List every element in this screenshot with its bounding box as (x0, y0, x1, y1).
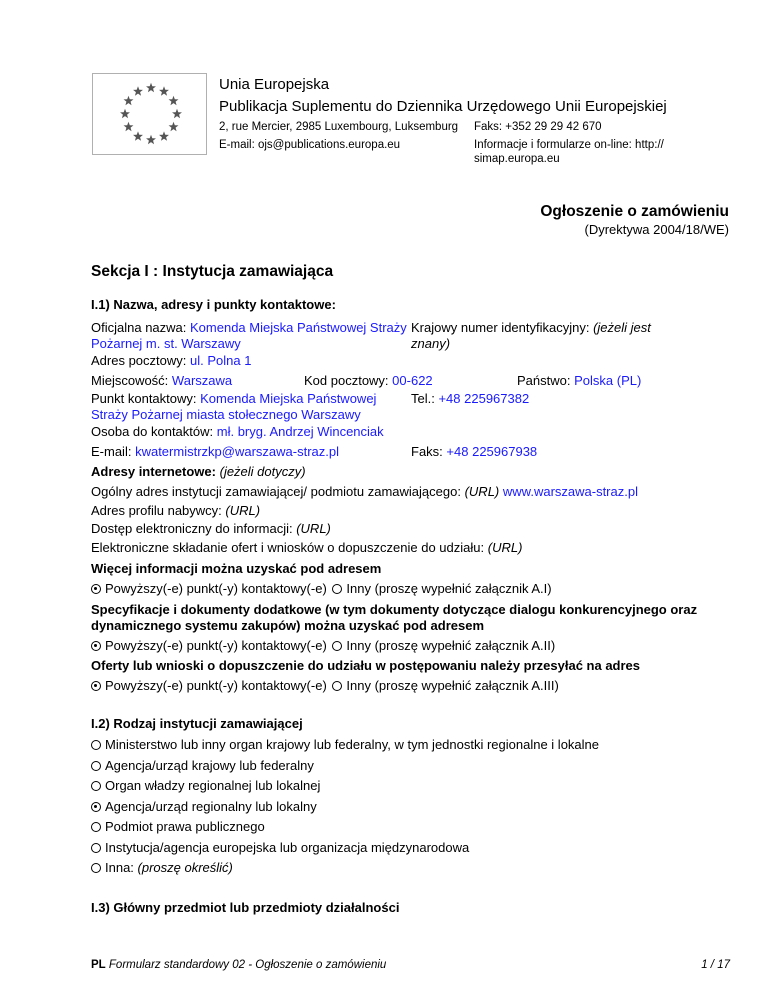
more-info-opt1: Powyższy(-e) punkt(-y) kontaktowy(-e) (105, 581, 327, 596)
national-id-label: Krajowy numer identyfikacyjny: (411, 320, 590, 335)
buyer-profile-url: (URL) (225, 503, 261, 518)
esubmission-url: (URL) (487, 540, 523, 555)
official-name-value: Komenda Miejska Państwowej Straży (190, 320, 407, 335)
offers-opt1: Powyższy(-e) punkt(-y) kontaktowy(-e) (105, 678, 327, 693)
i2-option-label: Ministerstwo lub inny organ krajowy lub federalny, w tym jednostki regionalne i lokalne (105, 737, 599, 752)
tel-value: +48 225967382 (438, 391, 530, 406)
person-value: mł. bryg. Andrzej Wincenciak (216, 424, 384, 439)
header-email: E-mail: ojs@publications.europa.eu (219, 139, 401, 151)
star-icon (124, 96, 134, 105)
star-icon (169, 122, 179, 131)
header-address: 2, rue Mercier, 2985 Luxembourg, Luksemburg (219, 121, 459, 133)
internet-note: (jeżeli dotyczy) (219, 464, 306, 479)
fax-label: Faks: (411, 444, 443, 459)
postcode-label: Kod pocztowy: (304, 373, 389, 388)
footer-lang: PL (91, 959, 106, 971)
specs-heading-line1: Specyfikacje i dokumenty dodatkowe (w tym dokumenty dotyczące dialogu konkurencyjnego oraz (91, 602, 698, 617)
specs-opt2: Inny (proszę wypełnić załącznik A.II) (346, 638, 556, 653)
page-title: Ogłoszenie o zamówieniu (540, 203, 729, 220)
radio-icon[interactable] (91, 761, 101, 771)
header-info-line2: simap.europa.eu (474, 153, 560, 165)
offers-opt2: Inny (proszę wypełnić załącznik A.III) (346, 678, 559, 693)
i2-option[interactable] (91, 737, 599, 752)
internet-heading: Adresy internetowe: (91, 464, 216, 479)
city-value: Warszawa (171, 373, 233, 388)
i1-heading: I.1) Nazwa, adresy i punkty kontaktowe: (91, 297, 336, 312)
star-icon (120, 109, 130, 118)
more-info-opt2: Inny (proszę wypełnić załącznik A.I) (346, 581, 552, 596)
i2-option[interactable] (91, 860, 233, 875)
i2-option-label: Agencja/urząd regionalny lub lokalny (105, 798, 317, 814)
i2-heading: I.2) Rodzaj instytucji zamawiającej (91, 716, 303, 731)
fax-row (411, 444, 537, 459)
star-icon (159, 86, 169, 95)
contact-point-value: Komenda Miejska Państwowej (200, 391, 377, 406)
postal-value: ul. Polna 1 (190, 353, 252, 368)
postcode-value: 00-622 (392, 373, 433, 388)
offers-heading: Oferty lub wnioski o dopuszczenie do udziału w postępowaniu należy przesyłać na adres (91, 658, 641, 673)
postal-row (91, 353, 251, 368)
national-id-note: (jeżeli jest (593, 320, 651, 335)
tel-label: Tel.: (411, 391, 435, 406)
header-fax: Faks: +352 29 29 42 670 (474, 121, 602, 133)
eaccess-url: (URL) (296, 521, 331, 536)
eaccess-label: Dostęp elektroniczny do informacji: (91, 521, 293, 536)
i2-option-label: Agencja/urząd krajowy lub federalny (105, 757, 314, 773)
i3-heading: I.3) Główny przedmiot lub przedmioty działalności (91, 900, 400, 915)
eu-stars-icon (93, 74, 206, 154)
footer-form-title: Formularz standardowy 02 - Ogłoszenie o zamówieniu (108, 959, 387, 971)
radio-icon[interactable] (332, 641, 342, 651)
i2-option[interactable] (91, 819, 265, 834)
i2-option-label: Organ władzy regionalnej lub lokalnej (105, 778, 321, 793)
official-name-label: Oficjalna nazwa: (91, 320, 187, 335)
section-heading: Sekcja I : Instytucja zamawiająca (91, 263, 334, 280)
radio-icon[interactable] (91, 822, 101, 832)
radio-selected-icon[interactable] (91, 584, 101, 594)
eu-flag-logo (92, 73, 207, 155)
star-icon (146, 83, 156, 92)
country-row (517, 373, 641, 388)
contact-point-label: Punkt kontaktowy: (91, 391, 197, 406)
general-addr-row (91, 484, 638, 499)
radio-selected-icon[interactable] (91, 641, 101, 651)
star-icon (133, 86, 143, 95)
radio-icon[interactable] (332, 681, 342, 691)
star-icon (146, 135, 156, 144)
esubmission-label: Elektroniczne składanie ofert i wniosków o dopuszczenie do udziału: (91, 540, 485, 555)
buyer-profile-label: Adres profilu nabywcy: (91, 503, 222, 518)
radio-icon[interactable] (91, 781, 101, 791)
city-row (91, 373, 232, 388)
specs-options (91, 638, 555, 653)
general-addr-link[interactable]: www.warszawa-straz.pl (502, 484, 638, 499)
star-icon (169, 96, 179, 105)
national-id-row (411, 320, 651, 335)
country-label: Państwo: (517, 373, 571, 388)
more-info-options (91, 581, 552, 596)
internet-heading-row (91, 464, 306, 479)
i2-other-note: (proszę określić) (133, 860, 233, 875)
national-id-note-cont: znany) (411, 336, 451, 351)
radio-icon[interactable] (91, 843, 101, 853)
postcode-row (304, 373, 433, 388)
city-label: Miejscowość: (91, 373, 169, 388)
general-addr-url-label: (URL) (464, 484, 500, 499)
person-label: Osoba do kontaktów: (91, 424, 214, 439)
i2-option[interactable] (91, 840, 469, 855)
official-name-row (91, 320, 407, 335)
radio-icon[interactable] (91, 740, 101, 750)
buyer-profile-row (91, 503, 260, 518)
i2-option-label: Inna: (105, 860, 134, 875)
esubmission-row (91, 540, 522, 555)
general-addr-label: Ogólny adres instytucji zamawiającej/ podmiotu zamawiającego: (91, 484, 461, 499)
more-info-heading: Więcej informacji można uzyskać pod adresem (91, 561, 382, 576)
i2-option-label: Podmiot prawa publicznego (105, 819, 265, 834)
email-row (91, 444, 339, 459)
postal-label: Adres pocztowy: (91, 353, 187, 368)
star-icon (172, 109, 182, 118)
contact-point-row (91, 391, 376, 406)
official-name-value-cont: Pożarnej m. st. Warszawy (91, 336, 241, 351)
tel-row (411, 391, 529, 406)
radio-selected-icon[interactable] (91, 681, 101, 691)
star-icon (133, 131, 143, 140)
i2-option[interactable] (91, 778, 320, 793)
person-row (91, 424, 384, 439)
email-label: E-mail: (91, 444, 132, 459)
footer-form (91, 959, 386, 971)
star-icon (124, 122, 134, 131)
star-icon (159, 131, 169, 140)
country-value: Polska (PL) (574, 373, 642, 388)
email-value[interactable]: kwatermistrzkp@warszawa-straz.pl (135, 444, 339, 459)
specs-heading-line2: dynamicznego systemu zakupów) można uzyskać pod adresem (91, 618, 485, 633)
i2-option[interactable] (91, 799, 317, 814)
specs-opt1: Powyższy(-e) punkt(-y) kontaktowy(-e) (105, 638, 327, 653)
header-info-line1: Informacje i formularze on-line: http:// (474, 139, 664, 151)
header-org: Unia Europejska (219, 76, 330, 93)
header-publication: Publikacja Suplementu do Dziennika Urzędowego Unii Europejskiej (219, 98, 667, 115)
radio-icon[interactable] (91, 863, 101, 873)
fax-value: +48 225967938 (446, 444, 538, 459)
contact-point-value-cont: Straży Pożarnej miasta stołecznego Warszawy (91, 407, 361, 422)
radio-icon[interactable] (332, 584, 342, 594)
i2-option-label: Instytucja/agencja europejska lub organizacja międzynarodowa (105, 839, 470, 855)
page-subtitle: (Dyrektywa 2004/18/WE) (584, 222, 729, 237)
footer-page: 1 / 17 (701, 959, 730, 971)
i2-option[interactable] (91, 758, 314, 773)
eaccess-row (91, 521, 331, 536)
radio-selected-icon[interactable] (91, 802, 101, 812)
offers-options (91, 678, 559, 693)
